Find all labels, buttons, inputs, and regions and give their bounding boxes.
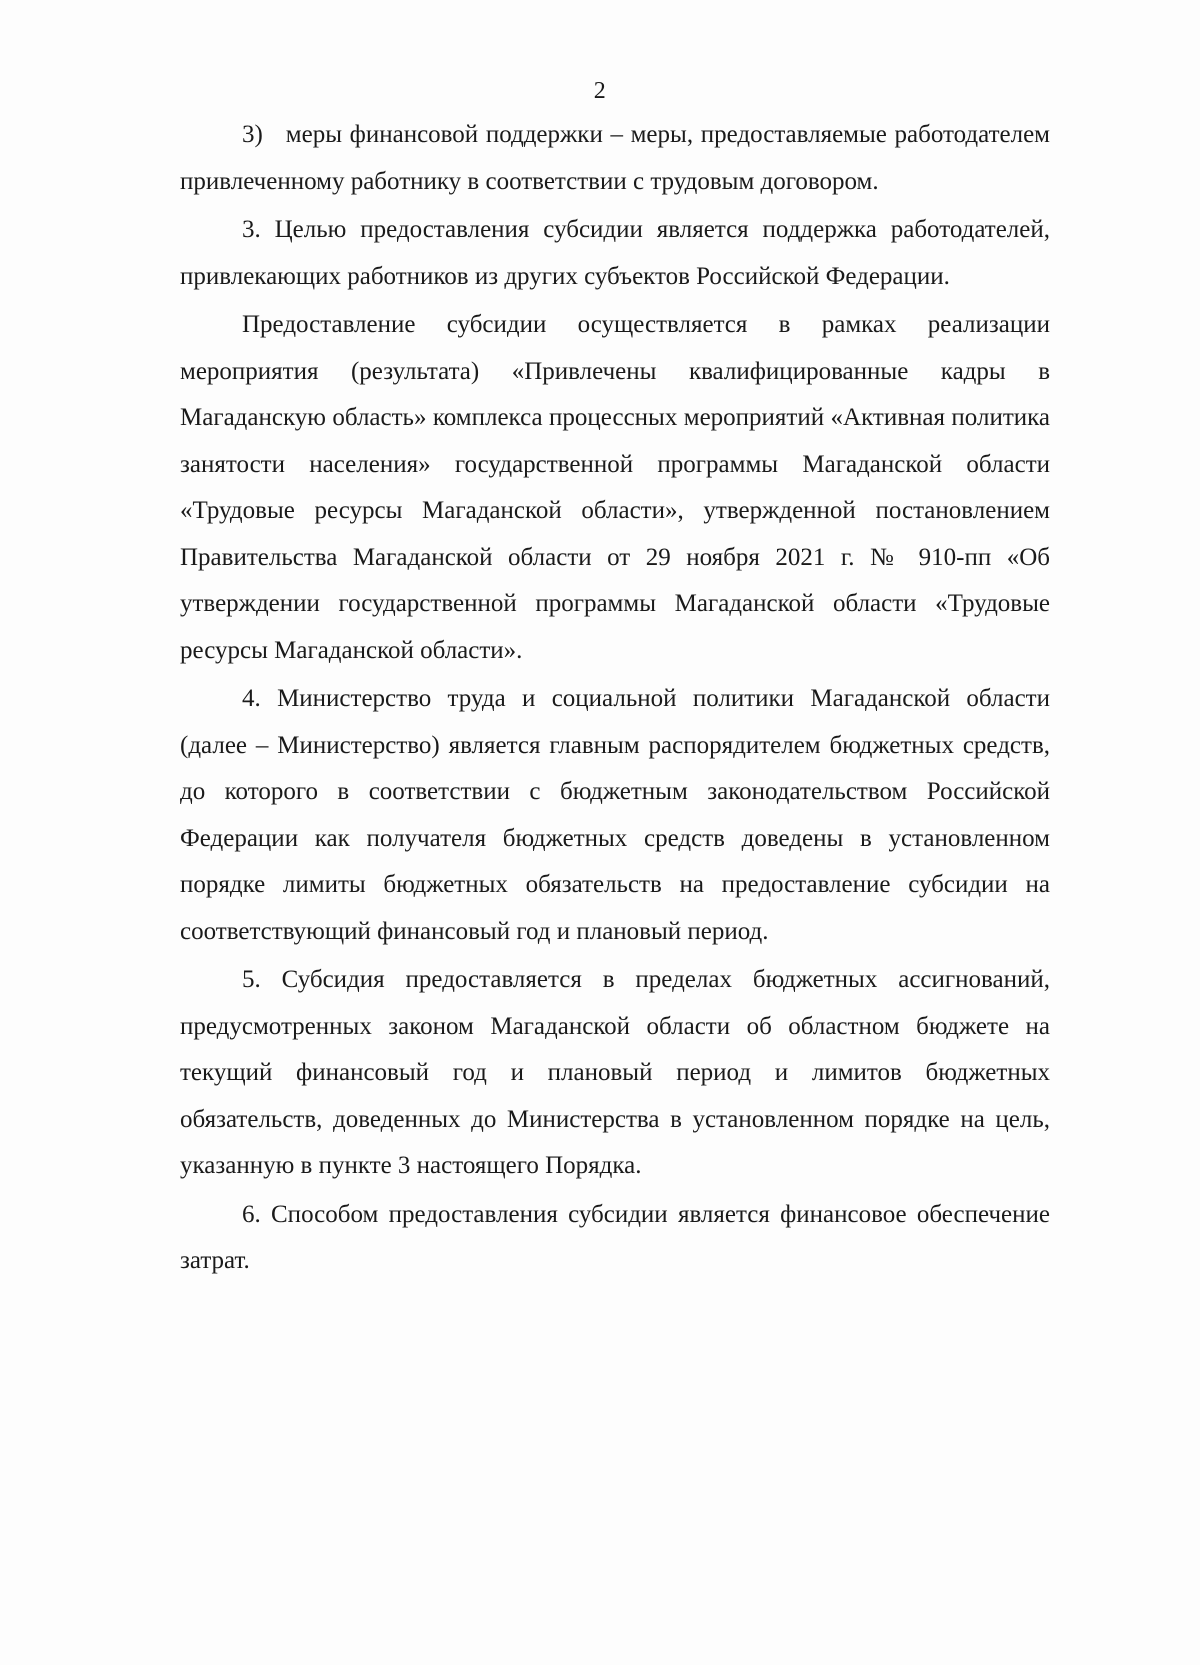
paragraph-subsidy-purpose: 3. Целью предоставления субсидии является поддержка работодателей, привлекающих работников из других субъектов Российской Федерации. bbox=[180, 216, 1050, 290]
paragraph-financial-support-measures: 3) меры финансовой поддержки – меры, предоставляемые работодателем привлеченному работнику в соответствии с трудовым договором. bbox=[180, 121, 1050, 195]
paragraph-budget-limits: 5. Субсидия предоставляется в пределах бюджетных ассигнований, предусмотренных законом Магаданской области об областном бюджете на текущий финансовый год и плановый период и лимитов бюджетных обязательств, доведенных до Министерства в установленном порядке на цель, указанную в пункте 3 настоящего Порядка. bbox=[180, 966, 1050, 1179]
document-body bbox=[180, 112, 1050, 1285]
paragraph-subsidy-method: 6. Способом предоставления субсидии является финансовое обеспечение затрат. bbox=[180, 1200, 1050, 1274]
paragraph-subsidy-program: Предоставление субсидии осуществляется в рамках реализации мероприятия (результата) «Привлечены квалифицированные кадры в Магаданскую область» комплекса процессных мероприятий «Активная политика занятости населения» государственной программы Магаданской области «Трудовые ресурсы Магаданской области», утвержденной постановлением Правительства Магаданской области от 29 ноября 2021 г. № 910-пп «Об утверждении государственной программы Магаданской области «Трудовые ресурсы Магаданской области». bbox=[180, 311, 1050, 664]
page-number: 2 bbox=[593, 78, 607, 104]
paragraph-ministry: 4. Министерство труда и социальной политики Магаданской области (далее – Министерство) является главным распорядителем бюджетных средств, до которого в соответствии с бюджетным законодательством Российской Федерации как получателя бюджетных средств доведены в установленном порядке лимиты бюджетных обязательств на предоставление субсидии на соответствующий финансовый год и плановый период. bbox=[180, 685, 1050, 945]
